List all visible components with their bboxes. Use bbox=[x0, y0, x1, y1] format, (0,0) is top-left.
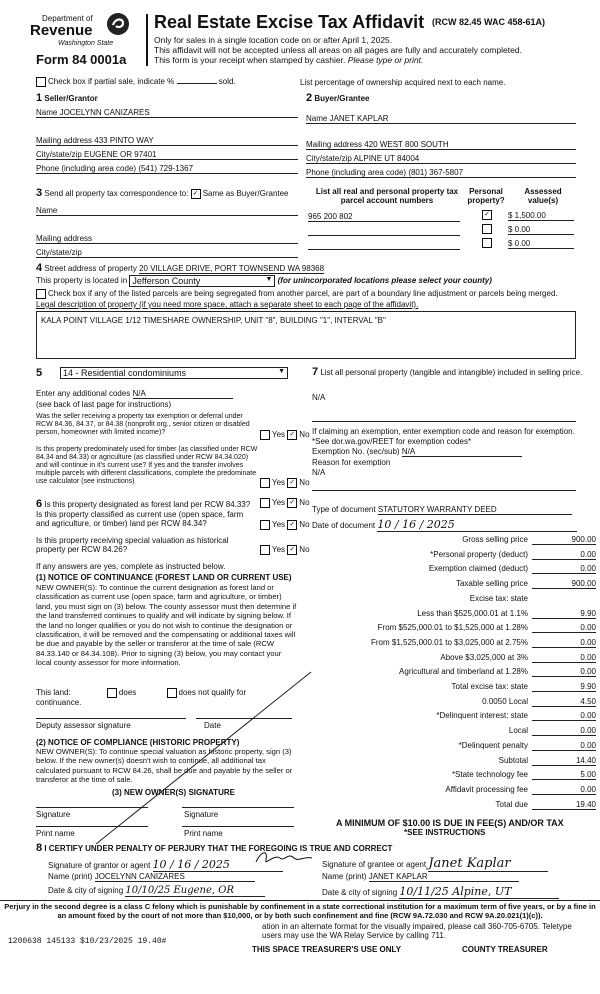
calc-value[interactable]: 0.00 bbox=[532, 741, 596, 751]
seller-addr[interactable]: 433 PINTO WAY bbox=[94, 136, 154, 145]
calc-row bbox=[310, 653, 596, 665]
reason-value[interactable]: N/A bbox=[312, 468, 326, 477]
sec5-number: 5 bbox=[36, 367, 43, 379]
sec6-q3: Is this property receiving special valuation as historical property per RCW 84.26? bbox=[36, 536, 229, 554]
calc-label: Total due bbox=[495, 799, 528, 809]
doc-date[interactable]: 10 / 16 / 2025 bbox=[377, 518, 577, 532]
header-line-2: This affidavit will not be accepted unless all areas on all pages are fully and accurately completed. bbox=[154, 45, 522, 55]
grantee-date-city[interactable]: 10/11/25 Alpine, UT bbox=[399, 885, 559, 899]
seller-phone-label: Phone (including area code) bbox=[36, 164, 137, 173]
street-label: Street address of property bbox=[44, 264, 137, 273]
calc-label: *State technology fee bbox=[451, 770, 528, 780]
calc-row bbox=[310, 800, 596, 812]
calc-value[interactable]: 9.90 bbox=[532, 682, 596, 692]
buyer-city-label: City/state/zip bbox=[306, 154, 352, 163]
calc-value[interactable]: 9.90 bbox=[532, 609, 596, 619]
calc-label: 0.0050 Local bbox=[482, 696, 528, 706]
seller-phone-row bbox=[36, 164, 298, 174]
calc-row bbox=[310, 550, 596, 562]
calc-value[interactable]: 0.00 bbox=[532, 785, 596, 795]
assessed-value-1[interactable]: $ 1,500.00 bbox=[508, 211, 574, 221]
new-owner-sig-label-2: Signature bbox=[184, 810, 219, 819]
buyer-city[interactable]: ALPINE UT 84004 bbox=[353, 154, 420, 163]
grantee-sig-row bbox=[322, 856, 548, 872]
sec6-q2-yes-label: Yes bbox=[272, 520, 286, 530]
parcel-number-3[interactable] bbox=[308, 240, 460, 250]
continuance-label: continuance. bbox=[36, 698, 82, 707]
county-select[interactable] bbox=[129, 275, 275, 287]
calc-value[interactable]: 19.40 bbox=[532, 800, 596, 810]
calc-label: Agricultural and timberland at 1.28% bbox=[399, 667, 528, 677]
codes-value[interactable]: N/A bbox=[133, 389, 233, 399]
sec5-q2-yes-checkbox[interactable] bbox=[260, 478, 270, 488]
buyer-head-label: Buyer/Grantee bbox=[314, 94, 370, 103]
sec5-q1-answer bbox=[260, 430, 310, 440]
buyer-name-label: Name bbox=[306, 114, 328, 123]
notice1-body: NEW OWNER(S): To continue the current designation as forest land or classification as current use (open space, farm and agriculture, or timber) land, you must sign on (3) below. The county assessor must then determine if the land transferred continues to qualify and will indicate by signing below. If the land no longer qualifies or you do not wish to continue the designation or classification, it will be removed and the compensating or additional taxes will be due and payable by the seller or transferor at the time of sale (RCW 84.33.140 or 84.34.108). Prior to signing (3) below, you may contact your local county assessor for more information. bbox=[36, 583, 297, 668]
parcel-col-header: List all real and personal property tax parcel account numbers bbox=[315, 187, 459, 205]
calc-value[interactable]: 0.00 bbox=[532, 638, 596, 648]
calc-row bbox=[310, 756, 596, 768]
calc-value[interactable]: 4.50 bbox=[532, 697, 596, 707]
header-line-3b: Please type or print. bbox=[347, 55, 424, 65]
exemption-no-row bbox=[312, 447, 522, 457]
sec3-addr-row bbox=[36, 234, 298, 244]
partial-sale-row bbox=[36, 77, 236, 87]
codes-label: Enter any additional codes bbox=[36, 389, 131, 398]
grantee-sig-label: Signature of grantee or agent bbox=[322, 860, 427, 869]
sec6-q3-answer bbox=[260, 545, 310, 555]
doc-type[interactable]: STATUTORY WARRANTY DEED bbox=[378, 505, 572, 515]
sec6-q2-no-checkbox[interactable]: ✓ bbox=[287, 520, 297, 530]
form-number: Form 84 0001a bbox=[36, 52, 127, 67]
sec3-name-row bbox=[36, 206, 298, 216]
buyer-phone[interactable]: (801) 367-5807 bbox=[408, 168, 464, 177]
calc-value[interactable]: 0.00 bbox=[532, 726, 596, 736]
land-does-label: does bbox=[118, 688, 137, 698]
new-owner-print-label-2: Print name bbox=[184, 829, 223, 838]
grantor-dc-row bbox=[48, 885, 265, 897]
seller-name[interactable]: JOCELYNN CANIZARES bbox=[59, 108, 150, 117]
calc-label: Local bbox=[508, 726, 528, 736]
sec5-q2-yes-label: Yes bbox=[272, 478, 286, 488]
sec5-q1-no-checkbox[interactable]: ✓ bbox=[287, 430, 297, 440]
form-title: Real Estate Excise Tax Affidavit bbox=[154, 12, 425, 32]
seller-name-row bbox=[36, 108, 298, 118]
partial-sold-label: sold. bbox=[218, 77, 236, 87]
header-line-3 bbox=[154, 55, 423, 65]
partial-pct-line[interactable] bbox=[177, 83, 217, 84]
calc-row bbox=[310, 609, 596, 621]
assessed-value-2[interactable]: $ 0.00 bbox=[508, 225, 574, 235]
this-land-label: This land: bbox=[36, 688, 71, 698]
buyer-name-row bbox=[306, 114, 576, 124]
property-street[interactable]: 20 VILLAGE DRIVE, PORT TOWNSEND WA 98368 bbox=[139, 264, 325, 273]
calc-value[interactable]: 0.00 bbox=[532, 623, 596, 633]
personal-col-header: Personal property? bbox=[467, 187, 505, 205]
legal-label: Legal description of property (if you need more space, attach a separate sheet to each page of the affidavit). bbox=[36, 300, 419, 309]
calc-row bbox=[310, 623, 596, 635]
alt-format-notice: ation in an alternate format for the visually impaired, please call 360-705-6705. Teletype users may use the WA Relay Service by calling 711. bbox=[262, 922, 572, 940]
reason-label: Reason for exemption bbox=[312, 458, 391, 467]
treasurer-stamp: 1200638 145133 $10/23/2025 19.40# bbox=[8, 937, 167, 946]
grantee-dc-label: Date & city of signing bbox=[322, 888, 398, 897]
exemption-text: If claiming an exemption, enter exemption code and reason for exemption. *See dor.wa.gov/REET for exemption codes* bbox=[312, 427, 575, 446]
buyer-phone-row bbox=[306, 168, 576, 178]
notice1-head: (1) NOTICE OF CONTINUANCE (FOREST LAND OR CURRENT USE) bbox=[36, 573, 292, 582]
sec6-q1-yes-checkbox[interactable] bbox=[260, 498, 270, 508]
calc-row bbox=[310, 697, 596, 709]
calc-row bbox=[310, 667, 596, 679]
calc-value[interactable]: 5.00 bbox=[532, 770, 596, 780]
calc-value[interactable]: 900.00 bbox=[532, 535, 596, 545]
calc-value[interactable]: 900.00 bbox=[532, 579, 596, 589]
grantee-dc-row bbox=[322, 885, 559, 899]
notice2-head: (2) NOTICE OF COMPLIANCE (HISTORIC PROPERTY) bbox=[36, 738, 240, 747]
sec6-q2-yes-checkbox[interactable] bbox=[260, 520, 270, 530]
notice3-head: (3) NEW OWNER(S) SIGNATURE bbox=[112, 788, 235, 797]
same-as-buyer-label: Same as Buyer/Grantee bbox=[202, 189, 289, 198]
seller-city[interactable]: EUGENE OR 97401 bbox=[84, 150, 157, 159]
grantor-name-row bbox=[48, 872, 255, 882]
doc-date-label: Date of document bbox=[312, 521, 376, 530]
calc-label: Affidavit processing fee bbox=[445, 784, 528, 794]
calc-label: Excise tax: state bbox=[469, 593, 528, 603]
calc-row bbox=[310, 682, 596, 694]
personal-checkbox-1[interactable]: ✓ bbox=[482, 210, 492, 220]
grantee-name-row bbox=[322, 872, 519, 882]
seller-city-label: City/state/zip bbox=[36, 150, 82, 159]
see-instructions: *SEE INSTRUCTIONS bbox=[404, 828, 486, 837]
buyer-addr-label: Mailing address bbox=[306, 140, 363, 149]
sec6-q3-yes-label: Yes bbox=[272, 545, 286, 555]
grantee-name-label: Name (print) bbox=[322, 872, 367, 881]
calc-row bbox=[310, 726, 596, 738]
sec3-city-label: City/state/zip bbox=[36, 248, 82, 257]
calc-value[interactable]: 0.00 bbox=[532, 653, 596, 663]
notice2-body: NEW OWNER(S): To continue special valuation as historic property, sign (3) below. If the new owner(s) doesn't wish to continue, all additional tax calculated pursuant to RCW 84.26, shall be due and payable by the seller or transferor at the time of sale. bbox=[36, 747, 293, 785]
sec3-addr-label: Mailing address bbox=[36, 234, 93, 243]
calc-label: Total excise tax: state bbox=[451, 682, 528, 691]
seller-addr-label: Mailing address bbox=[36, 136, 93, 145]
sec5-q2: Is this property predominately used for timber (as classified under RCW 84.34 and 84.33) or agriculture (as classified under RCW 84.34.020) and will continue in it's current use? If yes and the transfer involves multiple parcels with different classifications, complete the predominate use calculator (see instructions) bbox=[36, 446, 258, 485]
calc-row bbox=[310, 711, 596, 723]
sec5-q1: Was the seller receiving a property tax exemption or deferral under RCW 84.36, 84.37, or 84.38 (nonprofit org., senior citizen or disabled person, homeowner with limited income)? bbox=[36, 413, 250, 436]
calc-value[interactable]: 14.40 bbox=[532, 756, 596, 766]
doc-date-row bbox=[312, 518, 577, 532]
assessed-col-header: Assessed value(s) bbox=[524, 187, 562, 205]
doc-type-row bbox=[312, 505, 572, 515]
reason-line bbox=[312, 490, 576, 491]
personal-property-line bbox=[312, 421, 576, 422]
perjury-notice: Perjury in the second degree is a class C felony which is punishable by confinement in a state correctional institution for a maximum term of five years, or by a fine in an amount fixed by the court of not more than $10,000, or by both such confinement and fine (RCW 9A.72.030 and RCW 9A.20.021(1)(c)). bbox=[4, 902, 596, 920]
street-row: 4 Street address of property 20 VILLAGE DRIVE, PORT TOWNSEND WA 98368 bbox=[36, 262, 325, 274]
chevron-down-icon: ▼ bbox=[265, 276, 273, 283]
partial-sale-label: Check box if partial sale, indicate % bbox=[48, 77, 175, 87]
new-owner-sig-label-1: Signature bbox=[36, 810, 71, 819]
state-text: Washington State bbox=[58, 40, 114, 47]
exemption-no-label: Exemption No. (sec/sub) bbox=[312, 447, 400, 456]
sec6-q3-no-label: No bbox=[299, 545, 310, 555]
footer-divider bbox=[0, 900, 600, 901]
deputy-date-label: Date bbox=[204, 721, 221, 730]
county-label: This property is located in bbox=[36, 276, 128, 286]
parcel-number-2[interactable] bbox=[308, 226, 460, 236]
calc-label: From $1,525,000.01 to $3,025,000 at 2.75% bbox=[370, 637, 528, 647]
parcel-number-1 bbox=[308, 212, 460, 222]
sec6-q1-no-label: No bbox=[299, 498, 310, 508]
sec3-city-row bbox=[36, 248, 298, 258]
sec6-q3-no-checkbox[interactable]: ✓ bbox=[287, 545, 297, 555]
dept-of-text: Department of bbox=[42, 14, 93, 23]
calc-label: Exemption claimed (deduct) bbox=[428, 564, 528, 574]
land-use-select[interactable] bbox=[60, 367, 288, 379]
sec6-q1-answer bbox=[260, 498, 310, 508]
sec6-if-yes: If any answers are yes, complete as instructed below. bbox=[36, 562, 226, 571]
minimum-due: A MINIMUM OF $10.00 IS DUE IN FEE(S) AND/OR TAX bbox=[336, 818, 564, 828]
parcel-number-1-value[interactable]: 965 200 802 bbox=[308, 212, 353, 221]
calc-value[interactable]: 0.00 bbox=[532, 667, 596, 677]
personal-property-value[interactable]: N/A bbox=[312, 393, 326, 402]
segregation-label: Check box if any of the listed parcels are being segregated from another parcel, are part of a boundary line adjustment or parcels being merged. bbox=[48, 289, 558, 299]
calc-row bbox=[310, 741, 596, 753]
buyer-header: 2 Buyer/Grantee bbox=[306, 92, 370, 104]
grantor-dc-label: Date & city of signing bbox=[48, 886, 124, 895]
seller-name-label: Name bbox=[36, 108, 58, 117]
grantor-signature-mark bbox=[254, 848, 314, 868]
chevron-down-icon: ▼ bbox=[278, 368, 285, 375]
calc-label: Taxable selling price bbox=[455, 579, 528, 589]
codes-note: (see back of last page for instructions) bbox=[36, 400, 172, 409]
exemption-no[interactable]: N/A bbox=[402, 447, 522, 457]
buyer-name[interactable]: JANET KAPLAR bbox=[329, 114, 389, 123]
sec6-q1-row: 6 Is this property designated as forest land per RCW 84.33? bbox=[36, 498, 251, 510]
wa-seal-icon bbox=[106, 12, 130, 36]
buyer-phone-label: Phone (including area code) bbox=[306, 168, 407, 177]
partial-sale-checkbox[interactable] bbox=[36, 77, 46, 87]
calc-label: From $525,000.01 to $1,525,000 at 1.28% bbox=[377, 623, 528, 633]
new-owner-print-label-1: Print name bbox=[36, 829, 75, 838]
assessed-value-3[interactable]: $ 0.00 bbox=[508, 239, 574, 249]
sec6-q1: Is this property designated as forest land per RCW 84.33? bbox=[44, 500, 251, 509]
header-line-1: Only for sales in a single location code on or after April 1, 2025. bbox=[154, 35, 393, 45]
calc-label: *Personal property (deduct) bbox=[430, 549, 528, 559]
calc-row bbox=[310, 638, 596, 650]
county-value: Jefferson County bbox=[132, 276, 201, 286]
buyer-city-row bbox=[306, 154, 576, 164]
segregation-row bbox=[36, 289, 558, 299]
calc-label: Less than $525,000.01 at 1.1% bbox=[417, 608, 528, 618]
sec5-q2-no-checkbox[interactable]: ✓ bbox=[287, 478, 297, 488]
doc-type-label: Type of document bbox=[312, 505, 376, 514]
buyer-addr-row bbox=[306, 140, 576, 150]
calc-label: Above $3,025,000 at 3% bbox=[440, 652, 528, 662]
calc-value[interactable]: 0.00 bbox=[532, 550, 596, 560]
sec8-header: 8 I CERTIFY UNDER PENALTY OF PERJURY THAT THE FOREGOING IS TRUE AND CORRECT bbox=[36, 842, 393, 854]
county-row bbox=[36, 275, 492, 287]
sec3-name-label: Name bbox=[36, 206, 58, 215]
grantor-sig-label: Signature of grantor or agent bbox=[48, 861, 151, 870]
legal-description: KALA POINT VILLAGE 1/12 TIMESHARE OWNERSHIP, UNIT "8", BUILDING "1", INTERVAL "B" bbox=[41, 316, 386, 325]
form-title-ref: (RCW 82.45 WAC 458-61A) bbox=[432, 17, 546, 27]
sec6-q2-no-label: No bbox=[299, 520, 310, 530]
grantor-date-city[interactable]: 10/10/25 Eugene, OR bbox=[125, 885, 265, 897]
treasurer-space-label: THIS SPACE TREASURER'S USE ONLY bbox=[252, 945, 402, 954]
seller-city-row bbox=[36, 150, 298, 160]
calc-label: *Delinquent penalty bbox=[458, 740, 528, 750]
county-note: (for unincorporated locations please select your county) bbox=[277, 276, 492, 286]
codes-row bbox=[36, 389, 233, 399]
header-divider bbox=[146, 14, 148, 66]
sec5-q1-no-label: No bbox=[299, 430, 310, 440]
seller-header: 1 Seller/Grantor bbox=[36, 92, 98, 104]
seller-head-label: Seller/Grantor bbox=[44, 94, 98, 103]
legal-description-box[interactable] bbox=[36, 311, 576, 359]
county-treasurer-label: COUNTY TREASURER bbox=[462, 945, 548, 954]
calc-value[interactable]: 0.00 bbox=[532, 711, 596, 721]
list-percentage-note: List percentage of ownership acquired next to each name. bbox=[300, 78, 506, 87]
sec5-q2-answer bbox=[260, 478, 310, 488]
calc-row bbox=[310, 579, 596, 591]
land-use-value: 14 - Residential condominiums bbox=[63, 368, 187, 378]
sec7-text: List all personal property (tangible and intangible) included in selling price. bbox=[320, 368, 583, 377]
same-as-buyer-checkbox[interactable]: ✓ bbox=[191, 189, 201, 199]
seller-addr-row bbox=[36, 136, 298, 146]
sec8-head: I CERTIFY UNDER PENALTY OF PERJURY THAT THE FOREGOING IS TRUE AND CORRECT bbox=[44, 844, 393, 853]
sec7-text-row: 7 List all personal property (tangible and intangible) included in selling price. bbox=[312, 366, 583, 378]
sec6-q1-yes-label: Yes bbox=[272, 498, 286, 508]
grantor-name[interactable]: JOCELYNN CANIZARES bbox=[95, 872, 255, 882]
calc-value[interactable]: 0.00 bbox=[532, 564, 596, 574]
calc-row bbox=[310, 770, 596, 782]
buyer-addr[interactable]: 420 WEST 800 SOUTH bbox=[364, 140, 449, 149]
revenue-text: Revenue bbox=[30, 22, 93, 39]
calc-label: Subtotal bbox=[498, 755, 528, 765]
grantee-name[interactable]: JANET KAPLAR bbox=[369, 872, 519, 882]
sec3-header: 3 Send all property tax correspondence to: ✓ Same as Buyer/Grantee bbox=[36, 187, 289, 199]
segregation-checkbox[interactable] bbox=[36, 289, 46, 299]
sec5-q1-yes-checkbox[interactable] bbox=[260, 430, 270, 440]
calc-row bbox=[310, 594, 596, 606]
sec6-q2: Is this property classified as current use (open space, farm and agriculture, or timber) land per RCW 84.34? bbox=[36, 510, 244, 528]
grantor-name-label: Name (print) bbox=[48, 872, 93, 881]
grantor-sig-date[interactable]: 10 / 16 / 2025 bbox=[153, 858, 283, 872]
sec5-q2-no-label: No bbox=[299, 478, 310, 488]
calc-row bbox=[310, 564, 596, 576]
grantor-sig-row bbox=[48, 858, 283, 872]
grantee-signature[interactable]: Janet Kaplar bbox=[428, 856, 548, 872]
sec6-q3-yes-checkbox[interactable] bbox=[260, 545, 270, 555]
calc-row bbox=[310, 535, 596, 547]
calc-label: *Delinquent interest: state bbox=[436, 711, 528, 721]
header-line-3a: This form is your receipt when stamped by cashier. bbox=[154, 55, 346, 65]
sec3-text: Send all property tax correspondence to: bbox=[44, 189, 189, 198]
strike-through-mark bbox=[86, 668, 316, 848]
personal-checkbox-2[interactable] bbox=[482, 224, 492, 234]
personal-checkbox-3[interactable] bbox=[482, 238, 492, 248]
sec5-q1-yes-label: Yes bbox=[272, 430, 286, 440]
deputy-sig-label: Deputy assessor signature bbox=[36, 721, 131, 730]
sec6-q2-answer bbox=[260, 520, 310, 530]
sec6-q1-no-checkbox[interactable]: ✓ bbox=[287, 498, 297, 508]
calc-label: Gross selling price bbox=[462, 535, 528, 544]
seller-phone[interactable]: (541) 729-1367 bbox=[138, 164, 194, 173]
calc-row bbox=[310, 785, 596, 797]
land-does-not-label: does not qualify for bbox=[178, 688, 247, 698]
